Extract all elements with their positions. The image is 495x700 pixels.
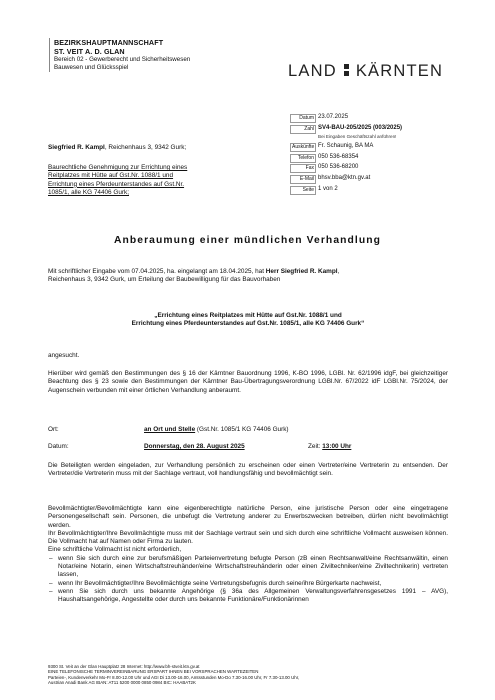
power-of-attorney-section bbox=[48, 505, 448, 605]
intro-text: , bbox=[337, 268, 340, 275]
authority-name: BEZIRKSHAUPTMANNSCHAFT bbox=[54, 38, 164, 47]
meta-seite: 1 von 2 bbox=[318, 185, 338, 192]
intro-text: Mit schriftlicher Eingabe vom 07.04.2025, ha. eingelangt am 18.04.2025, hat bbox=[48, 268, 266, 275]
detail-ort bbox=[48, 426, 448, 435]
legal-paragraph: Hierüber wird gemäß den Bestimmungen des § 16 der Kärntner Bauordnung 1996, K-BO 1996, LGBl. Nr. 62/1996 idgF, bei gleichzeitiger Beachtung des § 23 sowie den Bestimmungen der Kärntner Bau-Übertragungsverordnung LGBl.Nr. 67/2022 idF LGBl.Nr. 75/2024, der Augenschein verbunden mit einer örtlichen Verhandlung anberaumt. bbox=[48, 370, 448, 394]
footer-line: Parteien-, Kundenverkehr Mo-Fr 8.00-12.00 Uhr und AGI Di 13.00-16.00, Amtsstunden Mo-Do 7.30-16.00 Uhr, Fr 7.30-13.00 Uhr, bbox=[48, 674, 300, 680]
meta-label: Zahl bbox=[290, 125, 316, 134]
meta-row-auskunft bbox=[290, 143, 460, 152]
meta-label: Auskünfte bbox=[292, 144, 315, 151]
meta-datum: 23.07.2025 bbox=[318, 114, 349, 120]
meta-label: Telefon bbox=[290, 154, 316, 163]
meta-zahl-note: Bei Eingaben Geschäftszahl anführen! bbox=[318, 134, 397, 140]
project-description bbox=[48, 312, 448, 329]
applicant-name: Herr Siegfried R. Kampl bbox=[265, 268, 338, 275]
authority-location: ST. VEIT A. D. GLAN bbox=[54, 47, 125, 56]
meta-row-fax bbox=[290, 164, 460, 173]
ort-label: Ort: bbox=[48, 426, 59, 433]
project-line: Errichtung eines Pferdeunterstandes auf Gst.Nr. 1085/1, alle KG 74406 Gurk“ bbox=[131, 320, 365, 328]
recipient-name: Siegfried R. Kampl bbox=[48, 144, 105, 151]
meta-label: Fax bbox=[290, 164, 316, 173]
poa-paragraph: Bevollmächtigter/Bevollmächtigte kann eine eigenberechtigte natürliche Person, eine juristische Person oder eine eingetragene Personengesellschaft sein. Personen, die unbefugt die Vertretung anderer zu Erwerbszwecken betreiben, dürfen nicht bevollmächtigt werden. bbox=[48, 505, 448, 529]
subject-line: 1085/1, alle KG 74406 Gurk; bbox=[48, 188, 130, 196]
footer bbox=[48, 664, 448, 686]
meta-label: Datum bbox=[290, 114, 316, 123]
zeit bbox=[308, 443, 351, 451]
footer-line: Austrian Anadi Bank AG IBAN: AT11 5200 0000 0850 0984 BIC: HAABAT2K bbox=[48, 680, 196, 686]
meta-row-telefon bbox=[290, 154, 460, 163]
ort-main: an Ort und Stelle bbox=[144, 426, 196, 433]
recipient-address: , Reichenhaus 3, 9342 Gurk; bbox=[104, 144, 187, 151]
recipient bbox=[48, 144, 186, 151]
authority-department-2: Bauwesen und Glücksspiel bbox=[54, 64, 129, 71]
list-item: – wenn Sie sich durch eine zur berufsmäßigen Parteienvertretung befugte Person (zB einen Rechtsanwalt/eine Rechtsanwältin, einen Notar/eine Notarin, einen Wirtschaftstreuhänder/eine Wirtschaftstreuhänderin oder einen Ziviltechniker/eine Ziviltechnikerin) vertreten lassen, bbox=[58, 555, 448, 580]
meta-telefon: 050 536-68354 bbox=[318, 153, 359, 160]
logo-separator-icon bbox=[344, 63, 349, 77]
subject-line: Reitplatzes mit Hütte auf Gst.Nr. 1088/1 und bbox=[48, 172, 174, 180]
poa-paragraph-2: Ihr Bevollmächtigter/Ihre Bevollmächtigte muss mit der Sachlage vertraut sein und sich durch eine schriftliche Vollmacht ausweisen können. Die Vollmacht hat auf Namen oder Firma zu lauten. bbox=[48, 529, 448, 546]
meta-label: E-Mail bbox=[290, 175, 316, 184]
meta-zahl: SV4-BAU-205/2025 (003/2025) bbox=[318, 124, 403, 131]
document-title: Anberaumung einer mündlichen Verhandlung bbox=[113, 235, 382, 246]
project-line: „Errichtung eines Reitplatzes mit Hütte auf Gst.Nr. 1088/1 und bbox=[154, 312, 342, 319]
meta-label: Seite bbox=[290, 186, 316, 195]
list-item: – wenn Ihr Bevollmächtigter/Ihre Bevollmächtigte seine Vertretungsbefugnis durch seine/ihre Bürgerkarte nachweist, bbox=[58, 580, 448, 588]
subject-line: Errichtung eines Pferdeunterstandes auf Gst.Nr. bbox=[48, 180, 185, 188]
list-item: – wenn Sie sich durch uns bekannte Angehörige (§ 36a des Allgemeinen Verwaltungsverfahrensgesetzes 1991 – AVG), Haushaltsangehörige, Angestellte oder durch uns bekannte Funktionäre/Funktionärinnen bbox=[58, 588, 448, 605]
meta-row-zahl bbox=[290, 125, 460, 134]
ort-extra: (Gst.Nr. 1085/1 KG 74406 Gurk) bbox=[195, 426, 289, 433]
meta-fax: 050 536-68200 bbox=[318, 164, 359, 171]
meta-auskunft: Fr. Schaunig, BA MA bbox=[318, 143, 374, 150]
datum-value: Donnerstag, den 28. August 2025 bbox=[144, 443, 245, 450]
intro-line-1 bbox=[48, 268, 448, 276]
footer-line: 9300 St. Veit an der Glan Hauptplatz 28 Internet: http://www.bh-stveit.ktn.gv.at bbox=[48, 664, 200, 669]
ort-value bbox=[144, 426, 289, 434]
authority-department: Bereich 02 - Gewerberecht und Sicherheitswesen bbox=[54, 56, 191, 63]
datum-label: Datum: bbox=[48, 443, 69, 450]
meta-row-email bbox=[290, 175, 460, 184]
logo-text-left: LAND bbox=[288, 62, 337, 80]
invitation-paragraph: Die Beteiligten werden eingeladen, zur Verhandlung persönlich zu erscheinen oder einen Vertreter/eine Vertreterin zu entsenden. Der Vertreter/die Vertreterin muss mit der Sachlage vertraut, voll handlungsfähig und bevollmächtigt sein. bbox=[48, 462, 448, 478]
intro-line-2: Reichenhaus 3, 9342 Gurk, um Erteilung der Baubewilligung für das Bauvorhaben bbox=[48, 276, 281, 284]
zeit-label: Zeit: bbox=[308, 443, 323, 450]
subject bbox=[48, 164, 248, 197]
subject-line: Baurechtliche Genehmigung zur Errichtung eines bbox=[48, 164, 188, 171]
intro-paragraph bbox=[48, 268, 448, 285]
angesucht-text: angesucht. bbox=[48, 352, 80, 359]
logo-text-right: KÄRNTEN bbox=[355, 62, 444, 80]
meta-row-seite bbox=[290, 186, 460, 195]
meta-info bbox=[290, 114, 460, 196]
footer-line: EINE TELEFONISCHE TERMINVEREINBARUNG ERSPART IHNEN BEI VORSPRACHEN WARTEZEITEN bbox=[48, 669, 259, 675]
meta-email[interactable]: bhsv.bba@ktn.gv.at bbox=[318, 174, 371, 181]
meta-row-datum bbox=[290, 114, 460, 123]
detail-datum bbox=[48, 443, 448, 452]
poa-paragraph-3: Eine schriftliche Vollmacht ist nicht erforderlich, bbox=[48, 546, 182, 554]
poa-exceptions-list bbox=[48, 555, 448, 605]
authority-header bbox=[49, 38, 284, 72]
zeit-value: 13:00 Uhr bbox=[322, 443, 352, 450]
land-kaernten-logo bbox=[288, 62, 443, 81]
